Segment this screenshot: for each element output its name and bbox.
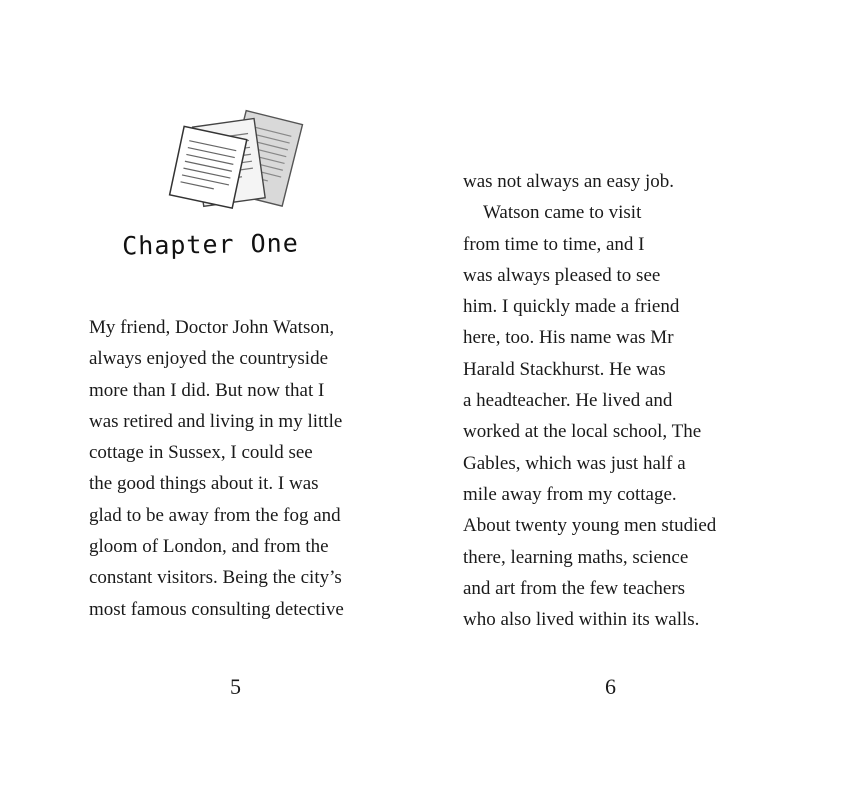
text-line: My friend, Doctor John Watson, <box>89 317 335 338</box>
left-page-text <box>89 312 344 625</box>
page-number: 5 <box>230 674 241 699</box>
text-line: cottage in Sussex, I could see <box>89 442 313 464</box>
text-line: was retired and living in my little <box>89 410 343 432</box>
right-page-text <box>463 166 716 635</box>
text-line: was always pleased to see <box>463 264 661 286</box>
text-line: from time to time, and I <box>463 233 645 255</box>
text-line: constant visitors. Being the city’s <box>89 567 342 589</box>
text-line: always enjoyed the countryside <box>89 348 329 370</box>
text-line: worked at the local school, The <box>463 421 702 443</box>
chapter-title: Chapter One <box>121 228 300 261</box>
text-line: here, too. His name was Mr <box>463 327 674 349</box>
text-line: him. I quickly made a friend <box>463 296 680 318</box>
text-line: glad to be away from the fog and <box>89 504 341 526</box>
right-page <box>421 0 843 800</box>
text-line: more than I did. But now that I <box>89 379 325 401</box>
text-line: the good things about it. I was <box>89 473 319 495</box>
text-line: who also lived within its walls. <box>463 609 700 631</box>
text-line: gloom of London, and from the <box>89 536 329 558</box>
left-page <box>0 0 421 800</box>
page-number: 6 <box>605 674 616 699</box>
text-line: Gables, which was just half a <box>463 452 686 474</box>
text-line: Harald Stackhurst. He was <box>463 358 666 380</box>
text-line: Watson came to visit <box>483 202 642 224</box>
text-line: was not always an easy job. <box>463 171 675 192</box>
text-line: there, learning maths, science <box>463 546 689 568</box>
text-line: mile away from my cottage. <box>463 483 677 505</box>
text-line: About twenty young men studied <box>463 515 717 537</box>
papers-icon <box>162 108 312 218</box>
text-line: most famous consulting detective <box>89 598 344 620</box>
text-line: a headteacher. He lived and <box>463 390 673 412</box>
text-line: and art from the few teachers <box>463 577 686 599</box>
